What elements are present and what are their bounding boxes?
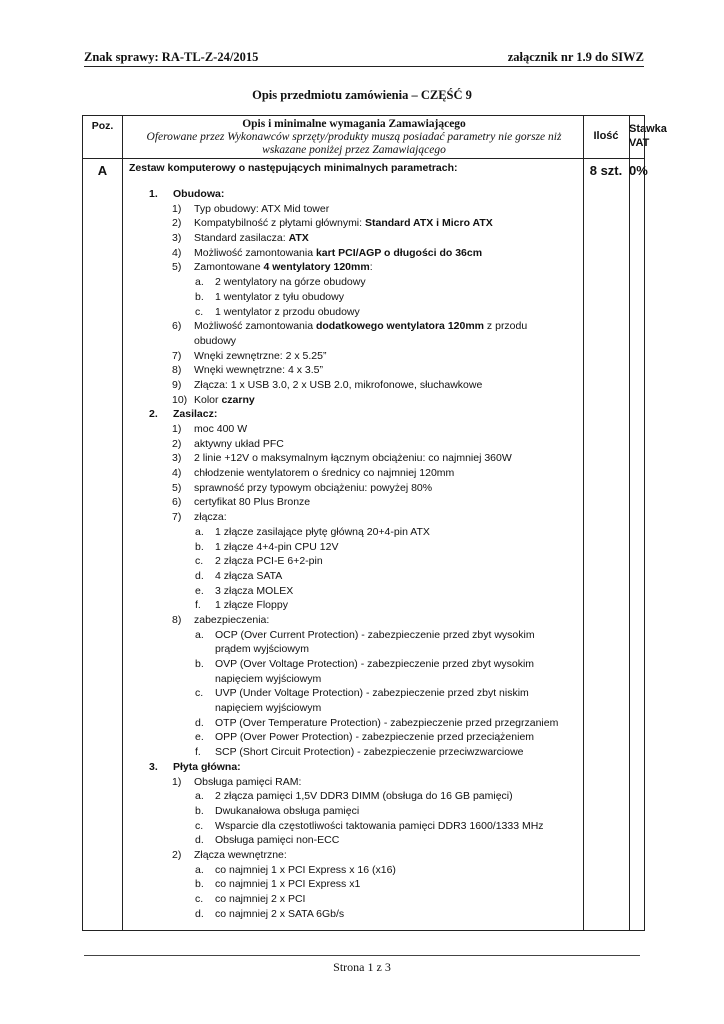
spec-list-item	[83, 378, 543, 393]
spec-item-number: 6)	[172, 320, 182, 333]
spec-item-text-bold: 4 wentylatory 120mm	[263, 261, 370, 274]
spec-item-number: 2)	[172, 437, 182, 450]
spec-item-number: c.	[195, 687, 204, 700]
spec-list-item	[83, 334, 543, 349]
spec-item-text	[173, 187, 224, 202]
footer-divider	[84, 955, 640, 956]
spec-item-text-part: obudowy	[194, 334, 237, 347]
spec-list-item	[83, 833, 543, 848]
column-divider	[629, 116, 630, 930]
spec-list-item	[83, 393, 543, 408]
spec-item-number: 2)	[172, 217, 182, 230]
spec-item-number: d.	[195, 569, 204, 582]
spec-item-text	[215, 525, 430, 540]
spec-list-item	[83, 877, 543, 892]
header-vat: Stawka VAT	[629, 123, 667, 149]
spec-item-number: 7)	[172, 511, 182, 524]
spec-list-item	[83, 495, 543, 510]
spec-list-item	[83, 422, 543, 437]
spec-item-text	[194, 231, 309, 246]
spec-list-item	[83, 451, 543, 466]
specification-table	[82, 115, 667, 931]
spec-item-number: 2)	[172, 848, 182, 861]
spec-item-text-part: 2 wentylatory na górze obudowy	[215, 276, 366, 289]
spec-item-text-part: Wsparcie dla częstotliwości taktowania pamięci DDR3 1600/1333 MHz	[215, 819, 544, 832]
spec-item-number: 4)	[172, 467, 182, 480]
spec-item-number: 6)	[172, 496, 182, 509]
spec-item-text-part: UVP (Under Voltage Protection) - zabezpieczenie przed zbyt niskim	[215, 687, 529, 700]
spec-item-number: a.	[195, 790, 204, 803]
spec-list-item	[83, 642, 543, 657]
spec-item-text-part: 1 wentylator z tyłu obudowy	[215, 290, 344, 303]
spec-item-text-bold: kart PCI/AGP o długości do 36cm	[315, 246, 483, 259]
spec-item-text	[215, 686, 529, 701]
spec-list-item	[83, 686, 543, 701]
spec-item-text-part: OPP (Over Power Protection) - zabezpieczenie przed przeciążeniem	[215, 731, 535, 744]
spec-list-item	[83, 554, 543, 569]
spec-item-text-bold: czarny	[221, 393, 255, 406]
spec-item-number: 2.	[149, 408, 158, 421]
spec-item-text-part: chłodzenie wentylatorem o średnicy co najmniej 120mm	[194, 467, 455, 480]
spec-item-text-part: prądem wyjściowym	[215, 643, 309, 656]
spec-item-text	[215, 598, 288, 613]
spec-item-number: b.	[195, 290, 204, 303]
spec-item-text	[194, 216, 493, 231]
spec-item-text-bold: ATX	[288, 232, 309, 245]
spec-item-number: 1)	[172, 202, 182, 215]
spec-item-number: 3.	[149, 760, 158, 773]
spec-item-text-part: 2 złącza pamięci 1,5V DDR3 DIMM (obsługa do 16 GB pamięci)	[215, 790, 513, 803]
spec-item-text	[215, 863, 396, 878]
spec-item-number: d.	[195, 834, 204, 847]
spec-item-text-part: OVP (Over Voltage Protection) - zabezpieczenie przed zbyt wysokim	[215, 658, 535, 670]
header-opis-subtitle: Oferowane przez Wykonawców sprzęty/produkty muszą posiadać parametry nie gorsze niż wskazane poniżej przez Zamawiającego	[146, 131, 562, 156]
spec-list-item	[83, 657, 543, 672]
spec-item-text	[194, 363, 323, 378]
spec-item-text	[194, 349, 326, 364]
case-number: Znak sprawy: RA-TL-Z-24/2015	[84, 50, 259, 64]
spec-item-text-part: Zamontowane	[194, 261, 264, 274]
spec-item-text	[194, 451, 512, 466]
spec-item-text-part: Możliwość zamontowania	[194, 320, 316, 333]
spec-item-text-part: 1 złącze zasilające płytę główną 20+4-pin ATX	[215, 525, 430, 538]
spec-item-text-part: napięciem wyjściowym	[215, 702, 322, 715]
spec-list-item	[83, 804, 543, 819]
spec-item-text	[215, 290, 344, 305]
spec-item-number: 3)	[172, 232, 182, 245]
spec-list-item	[83, 584, 543, 599]
spec-item-text-part: 1 wentylator z przodu obudowy	[215, 305, 360, 318]
spec-item-text-part: Standard zasilacza:	[194, 232, 289, 245]
spec-list-item	[83, 569, 543, 584]
spec-item-text-part: co najmniej 1 x PCI Express x1	[215, 878, 361, 891]
spec-item-number: 7)	[172, 349, 182, 362]
spec-list-item	[83, 819, 543, 834]
spec-list-item	[83, 672, 543, 687]
spec-item-text-part: Obudowa:	[173, 188, 225, 200]
spec-item-number: b.	[195, 878, 204, 891]
header-row-divider	[83, 158, 644, 159]
spec-item-number: 1.	[149, 188, 158, 200]
spec-item-text	[194, 393, 255, 408]
spec-section	[83, 187, 543, 202]
spec-item-text	[215, 819, 544, 834]
spec-item-text-part: certyfikat 80 Plus Bronze	[194, 496, 311, 509]
spec-item-text-part: aktywny układ PFC	[194, 437, 284, 450]
spec-item-text	[215, 730, 534, 745]
spec-list-item	[83, 437, 543, 452]
spec-item-text-part: co najmniej 2 x PCI	[215, 893, 306, 905]
spec-item-number: b.	[195, 658, 204, 670]
spec-item-text	[215, 657, 534, 672]
spec-item-text	[215, 716, 558, 731]
header-opis-title: Opis i minimalne wymagania Zamawiającego	[242, 118, 466, 130]
spec-item-text	[194, 481, 432, 496]
spec-list-item	[83, 745, 543, 760]
spec-item-text-part: OTP (Over Temperature Protection) - zabezpieczenie przed przegrzaniem	[215, 716, 559, 729]
spec-item-text	[173, 760, 241, 775]
spec-item-text-part: z przodu	[484, 320, 528, 333]
spec-item-number: 5)	[172, 481, 182, 494]
spec-item-text-part: 1 złącze 4+4-pin CPU 12V	[215, 540, 339, 553]
spec-item-number: 8)	[172, 613, 182, 626]
spec-item-text-part: Kolor	[194, 393, 222, 406]
spec-item-text	[215, 892, 305, 907]
spec-list-item	[83, 481, 543, 496]
spec-list-item	[83, 275, 543, 290]
spec-list-item	[83, 907, 543, 922]
spec-section	[83, 760, 543, 775]
spec-list-item	[83, 863, 543, 878]
spec-item-text-part: sprawność przy typowym obciążeniu: powyżej 80%	[194, 481, 433, 494]
spec-item-text-part: :	[369, 261, 373, 274]
spec-list-item	[83, 246, 543, 261]
spec-item-text	[215, 745, 524, 760]
spec-list-item	[83, 730, 543, 745]
spec-item-text	[194, 437, 284, 452]
spec-item-number: d.	[195, 907, 204, 920]
spec-item-text-part: 2 linie +12V o maksymalnym łącznym obciążeniu: co najmniej 360W	[194, 452, 512, 465]
spec-list-item	[83, 466, 543, 481]
spec-item-number: a.	[195, 525, 204, 538]
spec-item-text-part: Zasilacz:	[173, 408, 218, 421]
spec-list-item	[83, 789, 543, 804]
spec-item-text-part: OCP (Over Current Protection) - zabezpieczenie przed zbyt wysokim	[215, 628, 535, 641]
spec-list-item	[83, 598, 543, 613]
spec-item-text	[194, 319, 527, 334]
spec-item-number: c.	[195, 819, 204, 832]
spec-item-number: a.	[195, 276, 204, 289]
spec-list-item	[83, 349, 543, 364]
spec-item-number: 10)	[172, 393, 188, 406]
spec-list-item	[83, 848, 543, 863]
spec-item-text-part: Złącza wewnętrzne:	[194, 848, 287, 861]
spec-item-text	[194, 495, 310, 510]
spec-item-text-part: Typ obudowy: ATX Mid tower	[194, 202, 330, 215]
spec-item-text	[215, 584, 293, 599]
spec-item-text	[215, 907, 344, 922]
spec-item-text-part: Kompatybilność z płytami głównymi:	[194, 217, 365, 230]
spec-item-text-part: Możliwość zamontowania	[194, 246, 316, 259]
spec-item-number: 1)	[172, 423, 182, 435]
spec-item-text	[215, 833, 339, 848]
spec-item-text-part: Obsługa pamięci non-ECC	[215, 834, 340, 847]
spec-list-item	[83, 525, 543, 540]
spec-item-number: 1)	[172, 775, 182, 788]
spec-item-text	[215, 628, 535, 643]
spec-item-text-part: 1 złącze Floppy	[215, 599, 288, 612]
spec-item-text-part: Wnęki wewnętrzne: 4 x 3.5”	[194, 364, 323, 377]
spec-item-text	[194, 334, 236, 349]
column-divider	[583, 116, 584, 930]
spec-list-item	[83, 363, 543, 378]
spec-item-text-part: moc 400 W	[194, 423, 248, 435]
item-position: A	[97, 163, 108, 178]
spec-list-item	[83, 510, 543, 525]
spec-item-text	[215, 672, 321, 687]
attachment-label: załącznik nr 1.9 do SIWZ	[507, 50, 644, 64]
spec-item-text-part: Wnęki zewnętrzne: 2 x 5.25”	[194, 349, 327, 362]
spec-item-text-part: napięciem wyjściowym	[215, 672, 322, 685]
spec-item-text-part: 3 złącza MOLEX	[215, 584, 294, 597]
spec-item-number: d.	[195, 716, 204, 729]
spec-list-item	[83, 701, 543, 716]
spec-list-item	[83, 231, 543, 246]
spec-item-text	[194, 510, 227, 525]
spec-item-number: b.	[195, 804, 204, 817]
header-opis	[125, 118, 583, 157]
spec-item-number: a.	[195, 628, 204, 641]
header-poz: Poz.	[91, 120, 114, 132]
spec-list-item	[83, 216, 543, 231]
document-title: Opis przedmiotu zamówienia – CZĘŚĆ 9	[252, 88, 472, 102]
spec-item-text	[194, 246, 482, 261]
spec-list-item	[83, 716, 559, 731]
spec-item-text	[215, 305, 360, 320]
spec-item-text-part: Złącza: 1 x USB 3.0, 2 x USB 2.0, mikrofonowe, słuchawkowe	[194, 378, 483, 391]
spec-item-number: f.	[195, 746, 201, 759]
spec-item-text-part: Płyta główna:	[173, 760, 241, 773]
spec-item-text	[194, 848, 287, 863]
spec-item-number: e.	[195, 584, 204, 597]
item-vat-rate: 0%	[629, 163, 648, 178]
spec-item-text	[215, 554, 323, 569]
page-header	[84, 47, 644, 67]
header-ilosc: Ilość	[593, 130, 619, 142]
spec-list-item	[83, 613, 543, 628]
page-footer: Strona 1 z 3	[333, 960, 391, 974]
spec-item-number: b.	[195, 540, 204, 553]
specification-list	[83, 187, 559, 921]
spec-list-item	[83, 775, 543, 790]
spec-list-item	[83, 892, 543, 907]
spec-item-text-part: Dwukanałowa obsługa pamięci	[215, 804, 360, 817]
spec-item-number: 8)	[172, 364, 182, 377]
spec-item-text	[194, 260, 373, 275]
item-quantity: 8 szt.	[589, 163, 623, 178]
spec-item-text-part: 4 złącza SATA	[215, 569, 283, 582]
spec-list-item	[83, 260, 543, 275]
spec-item-text	[173, 407, 217, 422]
spec-item-text	[215, 804, 359, 819]
spec-item-text-bold: Standard ATX i Micro ATX	[364, 217, 493, 230]
spec-item-text	[215, 540, 338, 555]
spec-list-item	[83, 305, 543, 320]
spec-item-number: f.	[195, 599, 201, 612]
spec-item-text	[194, 422, 247, 437]
spec-list-item	[83, 628, 543, 643]
spec-item-text	[194, 378, 482, 393]
spec-item-text	[215, 569, 282, 584]
spec-item-text	[215, 701, 321, 716]
spec-item-text	[194, 202, 329, 217]
spec-item-text	[215, 642, 309, 657]
spec-item-text	[215, 877, 360, 892]
spec-item-number: c.	[195, 305, 204, 318]
spec-item-text-part: co najmniej 2 x SATA 6Gb/s	[215, 907, 345, 920]
spec-item-text-part: złącza:	[194, 511, 227, 524]
spec-item-text	[215, 275, 366, 290]
spec-list-item	[83, 319, 543, 334]
spec-item-text-part: 2 złącza PCI-E 6+2-pin	[215, 555, 323, 568]
spec-item-number: e.	[195, 731, 204, 744]
spec-item-text	[194, 466, 454, 481]
spec-item-text-part: SCP (Short Circuit Protection) - zabezpieczenie przeciwzwarciowe	[215, 746, 524, 759]
item-intro: Zestaw komputerowy o następujących minimalnych parametrach:	[129, 162, 458, 174]
spec-item-number: 5)	[172, 261, 182, 274]
spec-item-text-part: zabezpieczenia:	[194, 613, 270, 626]
spec-item-number: c.	[195, 893, 204, 905]
spec-item-text	[194, 775, 301, 790]
spec-item-text-bold: dodatkowego wentylatora 120mm	[315, 320, 485, 333]
spec-item-text-part: Obsługa pamięci RAM:	[194, 775, 302, 788]
spec-item-number: 3)	[172, 452, 182, 465]
spec-item-number: 4)	[172, 246, 182, 259]
spec-item-number: a.	[195, 863, 204, 876]
spec-item-text	[194, 613, 269, 628]
spec-list-item	[83, 202, 543, 217]
spec-list-item	[83, 290, 543, 305]
spec-item-number: 9)	[172, 378, 182, 391]
spec-item-text-part: co najmniej 1 x PCI Express x 16 (x16)	[215, 863, 396, 876]
spec-item-number: c.	[195, 555, 204, 568]
spec-item-text	[215, 789, 513, 804]
spec-section	[83, 407, 543, 422]
spec-list-item	[83, 540, 543, 555]
